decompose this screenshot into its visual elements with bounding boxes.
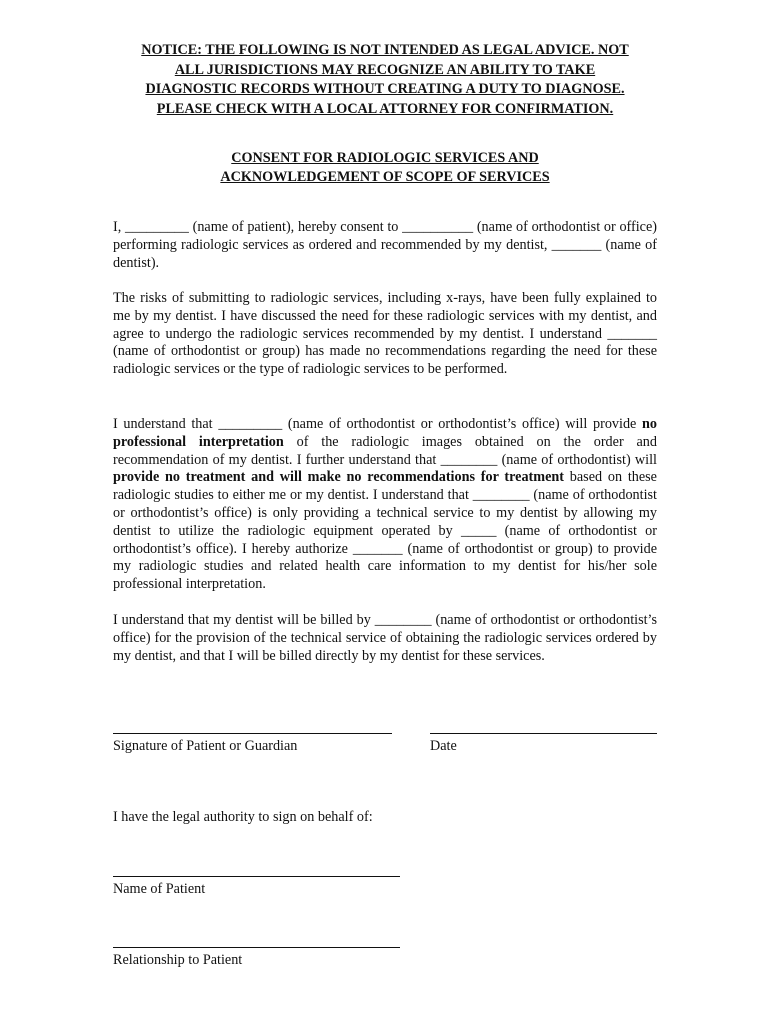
paragraph-text: I, xyxy=(113,219,126,235)
bold-text: provide no treatment and will make no recommendations for treatment xyxy=(113,469,565,486)
orthodontist-office-blank[interactable]: ________ xyxy=(472,487,530,504)
paragraph-text: (name of orthodontist or orthodontist’s office) for the provision of the technical service of obtaining the radiologic services ordered by my dentist, and that I will be billed directly by my dentist for these services. xyxy=(113,612,658,664)
paragraph-text: I understand that my dentist will be billed by xyxy=(113,612,375,628)
patient-name-blank[interactable]: _________ xyxy=(125,219,189,235)
billing-paragraph xyxy=(113,612,657,665)
paragraph-text: (name of patient), hereby consent to xyxy=(188,219,403,235)
patient-signature-line[interactable] xyxy=(113,733,392,734)
orthodontist-office-blank[interactable]: _________ xyxy=(218,416,283,432)
form-title xyxy=(110,149,660,187)
paragraph-text: I understand that xyxy=(113,416,219,432)
patient-name-line[interactable] xyxy=(113,876,400,877)
legal-authority-statement: I have the legal authority to sign on behalf of: xyxy=(113,809,373,825)
notice-line: PLEASE CHECK WITH A LOCAL ATTORNEY FOR CONFIRMATION. xyxy=(156,100,614,117)
relationship-line[interactable] xyxy=(113,947,400,948)
paragraph-text: (name of orthodontist or group) has made no recommendations regarding the need for these radiologic services or the type of radiologic services to be performed. xyxy=(113,343,657,378)
orthodontist-name-blank[interactable]: __________ xyxy=(402,219,474,235)
paragraph-text: (name of orthodontist or orthodontist’s office). I hereby authorize xyxy=(113,522,657,557)
date-line[interactable] xyxy=(430,733,657,734)
dentist-name-blank[interactable]: _______ xyxy=(551,236,602,253)
notice-line: NOTICE: THE FOLLOWING IS NOT INTENDED AS LEGAL ADVICE. NOT xyxy=(141,42,629,58)
form-title-line: CONSENT FOR RADIOLOGIC SERVICES AND xyxy=(231,150,539,166)
orthodontist-office-blank[interactable]: ________ xyxy=(374,612,432,628)
bold-text: no professional interpretation xyxy=(113,416,658,450)
legal-notice xyxy=(110,41,660,119)
risks-paragraph xyxy=(113,290,657,379)
paragraph-text: (name of orthodontist or group) to provide my radiologic studies and related health care information to my dentist for his/her sole professional interpretation. xyxy=(113,540,657,593)
paragraph-text: based on these radiologic studies to either me or my dentist. I understand that xyxy=(113,469,657,504)
paragraph-text: (name of dentist). xyxy=(113,236,657,271)
paragraph-text: (name of orthodontist or orthodontist’s office) is only providing a technical service to my dentist by allowing my dentist to utilize the radiologic equipment operated by xyxy=(113,487,657,539)
paragraph-text: (name of orthodontist or office) performing radiologic services as ordered and recommended by my dentist, xyxy=(113,219,657,253)
paragraph-text: of the radiologic images obtained on the order and recommendation of my dentist. I further understand that xyxy=(113,433,657,468)
patient-signature-label: Signature of Patient or Guardian xyxy=(113,738,298,754)
patient-name-label: Name of Patient xyxy=(113,881,206,897)
orthodontist-group-blank[interactable]: _______ xyxy=(352,540,403,557)
paragraph-text: (name of orthodontist) will xyxy=(497,451,657,468)
notice-line: ALL JURISDICTIONS MAY RECOGNIZE AN ABILITY TO TAKE xyxy=(174,61,596,78)
paragraph-text: (name of orthodontist or orthodontist’s office) will provide xyxy=(282,416,643,432)
orthodontist-name-blank[interactable]: ________ xyxy=(440,451,498,468)
orthodontist-group-blank[interactable]: _______ xyxy=(607,325,657,342)
scope-paragraph xyxy=(113,416,657,594)
notice-line: DIAGNOSTIC RECORDS WITHOUT CREATING A DUTY TO DIAGNOSE. xyxy=(145,81,625,97)
orthodontist-office-blank[interactable]: _____ xyxy=(460,522,497,539)
date-label: Date xyxy=(430,738,457,754)
form-title-line: ACKNOWLEDGEMENT OF SCOPE OF SERVICES xyxy=(220,169,550,185)
paragraph-text: The risks of submitting to radiologic services, including x-rays, have been fully explained to me by my dentist. I have discussed the need for these radiologic services with my dentist, and agree to undergo the radiologic services recommended by my dentist. I understand xyxy=(113,290,657,342)
relationship-label: Relationship to Patient xyxy=(113,952,243,968)
consent-paragraph xyxy=(113,219,657,272)
